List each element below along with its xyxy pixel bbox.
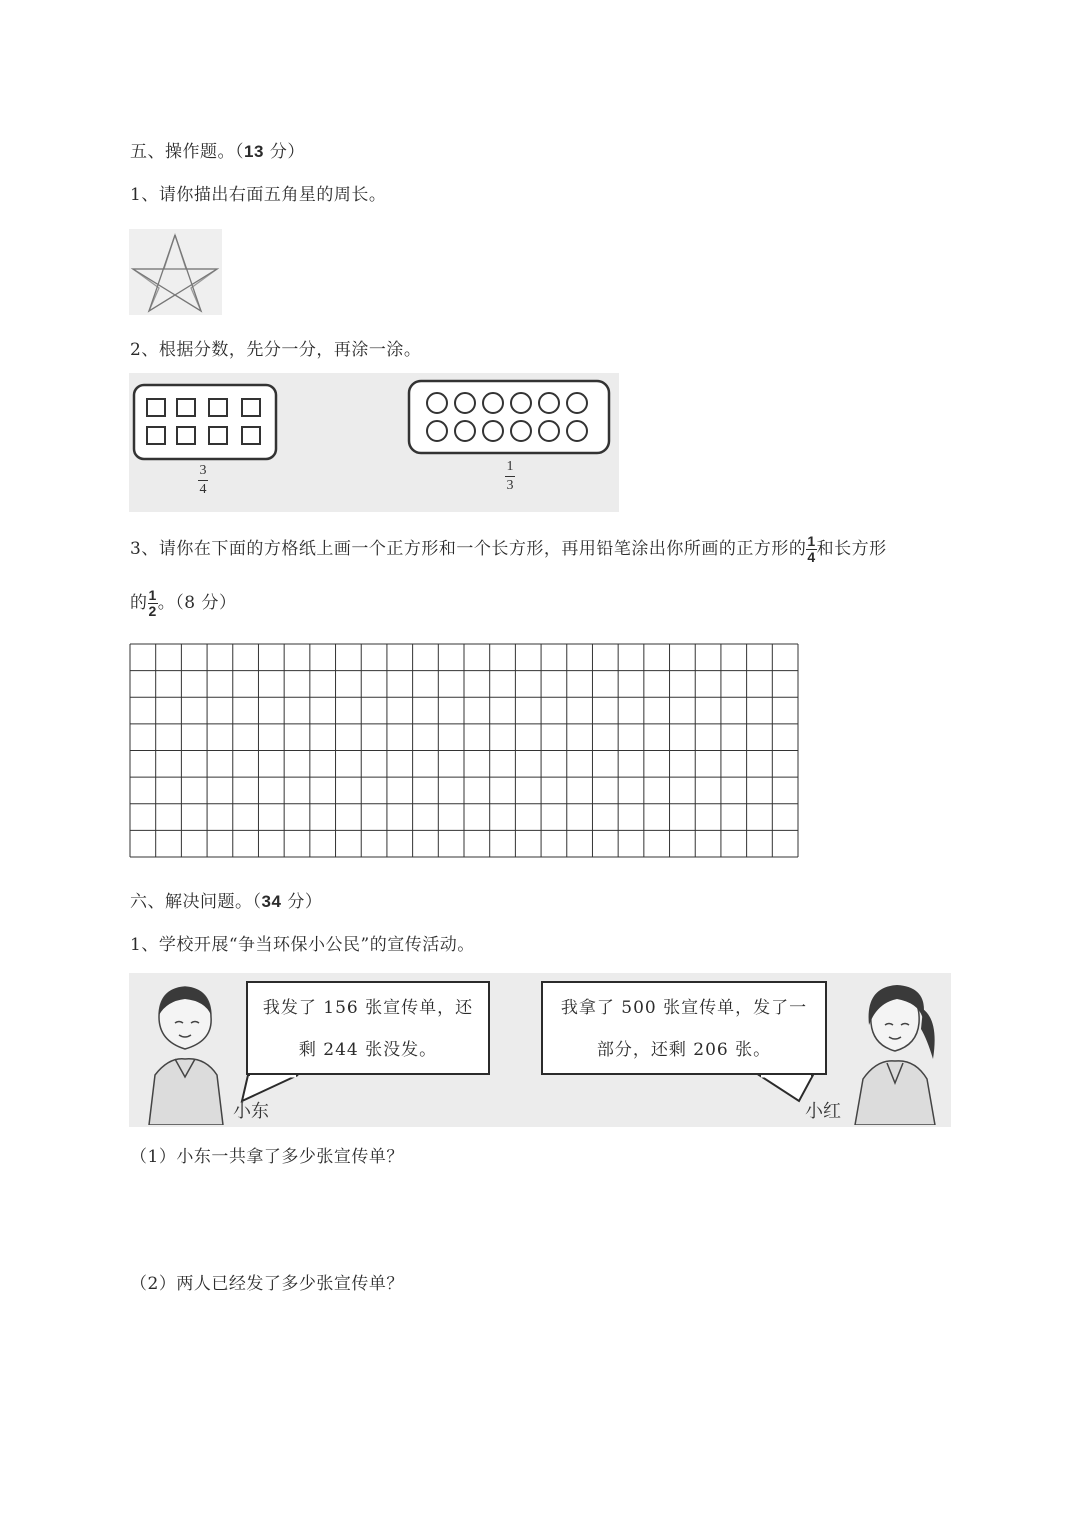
problem-1-text: 1、学校开展“争当环保小公民”的宣传活动。 bbox=[130, 935, 475, 955]
girl-figure bbox=[847, 979, 943, 1125]
girl-speech-bubble: 我拿了 500 张宣传单，发了一 部分，还剩 206 张。 bbox=[541, 981, 827, 1075]
boy-speech-bubble: 我发了 156 张宣传单，还 剩 244 张没发。 bbox=[246, 981, 490, 1075]
girl-name-label: 小红 bbox=[805, 1101, 841, 1121]
question-3-text-line1: 3、请你在下面的方格纸上画一个正方形和一个长方形，再用铅笔涂出你所画的正方形的 $\frac{1}{4}$ 和长方形 bbox=[130, 533, 887, 565]
problem-1-sub-question-2: （2）两人已经发了多少张宣传单？ bbox=[130, 1274, 404, 1294]
problem-1-sub-question-1: （1）小东一共拿了多少张宣传单？ bbox=[130, 1147, 404, 1167]
dialogue-illustration bbox=[129, 973, 951, 1127]
fraction-shapes-image bbox=[129, 373, 619, 512]
question-1-text: 1、请你描出右面五角星的周长。 bbox=[130, 185, 387, 205]
grid-lines bbox=[129, 643, 799, 858]
boy-figure bbox=[139, 979, 229, 1125]
grid-paper[interactable] bbox=[129, 643, 799, 862]
section-title-operations: 五、操作题。（13 分） bbox=[130, 142, 305, 162]
boy-name-label: 小东 bbox=[233, 1101, 269, 1121]
star-icon bbox=[129, 229, 222, 315]
fraction-one-quarter: $\frac{1}{4}$ bbox=[807, 533, 816, 565]
section-title-problems: 六、解决问题。（34 分） bbox=[130, 892, 323, 912]
fraction-one-half: $\frac{1}{2}$ bbox=[148, 587, 157, 619]
left-fraction-label: 3 4 bbox=[199, 463, 207, 497]
star-image bbox=[129, 229, 222, 315]
question-3-text-line2: 的 $\frac{1}{2}$ 。（8 分） bbox=[130, 587, 237, 619]
boy-bubble-tail bbox=[234, 1075, 334, 1105]
question-2-text: 2、根据分数，先分一分，再涂一涂。 bbox=[130, 340, 422, 360]
right-fraction-label: 1 3 bbox=[506, 459, 514, 493]
